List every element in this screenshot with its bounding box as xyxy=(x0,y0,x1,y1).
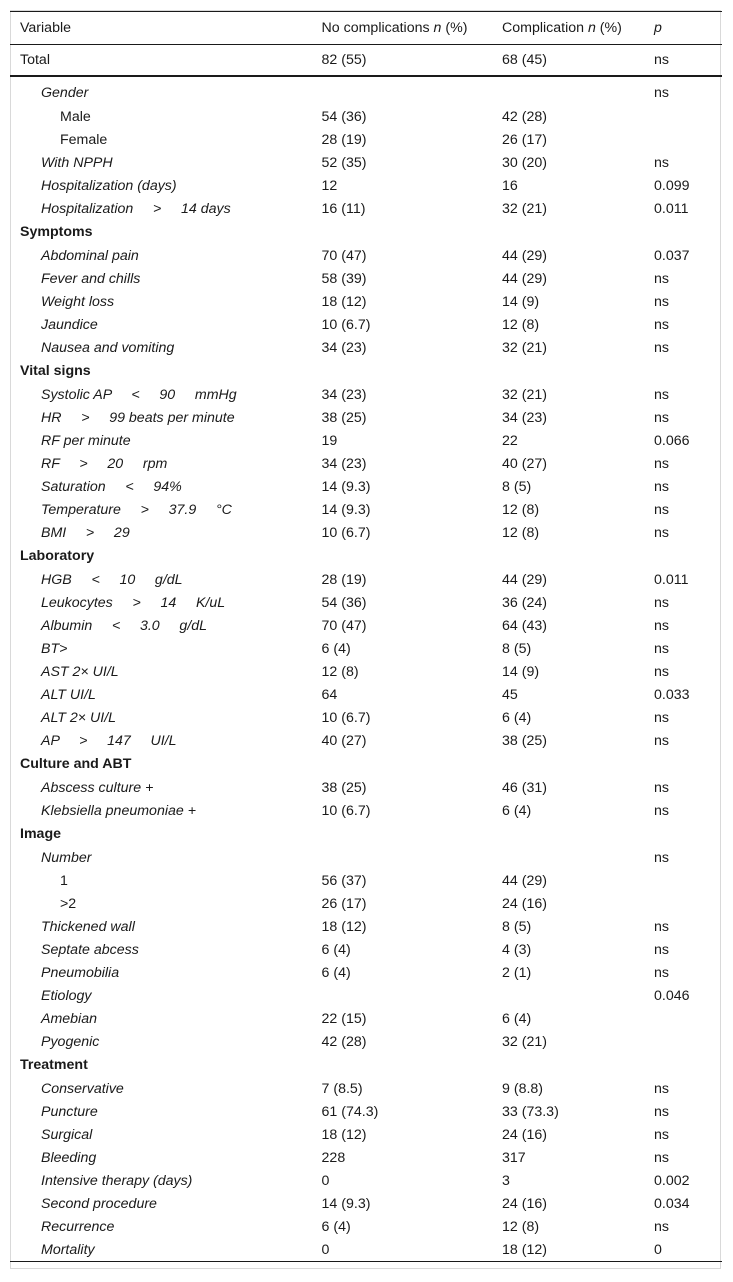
no-complications-value: 18 (12) xyxy=(321,1126,367,1143)
table-row xyxy=(10,383,722,406)
table-row xyxy=(10,128,722,151)
no-complications-value: 10 (6.7) xyxy=(321,802,371,819)
table-row xyxy=(10,591,722,614)
p-value: ns xyxy=(654,802,669,819)
complication-value: 12 (8) xyxy=(502,1218,540,1235)
no-complications-value: 56 (37) xyxy=(321,872,367,889)
row-label: >2 xyxy=(60,895,77,912)
p-value xyxy=(654,892,722,915)
row-label: Systolic AP < 90 mmHg xyxy=(41,386,237,403)
no-complications-value xyxy=(322,822,502,846)
header-variable: Variable xyxy=(20,20,71,36)
p-value: ns xyxy=(654,501,669,518)
complication-value: 44 (29) xyxy=(502,270,547,287)
table-row xyxy=(10,336,722,359)
table-row xyxy=(10,1192,722,1215)
table-row xyxy=(10,660,722,683)
complication-value: 24 (16) xyxy=(502,1126,547,1143)
complication-value: 24 (16) xyxy=(502,1195,547,1212)
no-complications-value: 28 (19) xyxy=(321,131,367,148)
no-complications-value: 14 (9.3) xyxy=(321,501,371,518)
p-value: ns xyxy=(654,409,669,426)
table-row xyxy=(10,498,722,521)
no-complications-value: 18 (12) xyxy=(321,918,367,935)
complication-value: 42 (28) xyxy=(502,108,547,125)
row-label: Leukocytes > 14 K/uL xyxy=(41,594,226,611)
complication-value xyxy=(502,544,654,568)
p-value: ns xyxy=(654,1149,669,1166)
complication-value: 2 (1) xyxy=(502,964,532,981)
p-value: ns xyxy=(654,1080,669,1097)
row-label: Pneumobilia xyxy=(41,964,120,981)
no-complications-value: 70 (47) xyxy=(321,247,367,264)
row-label: ALT 2× UI/L xyxy=(41,709,117,726)
p-value: ns xyxy=(654,339,669,356)
row-label: With NPPH xyxy=(41,154,113,171)
complication-value: 8 (5) xyxy=(502,478,532,495)
row-label: BT> xyxy=(41,640,68,657)
row-label: Amebian xyxy=(41,1010,97,1027)
row-label: Hospitalization > 14 days xyxy=(41,200,231,217)
no-complications-value: 26 (17) xyxy=(321,895,367,912)
no-complications-value: 18 (12) xyxy=(321,293,367,310)
data-table xyxy=(10,11,722,1262)
table-row xyxy=(10,290,722,313)
no-complications-value: 40 (27) xyxy=(321,732,367,749)
header-no-comp-pct: (%) xyxy=(441,20,468,36)
p-value: ns xyxy=(654,617,669,634)
table-row xyxy=(10,846,722,869)
complication-value xyxy=(502,220,654,244)
header-comp-pct: (%) xyxy=(595,20,622,36)
table-row xyxy=(10,267,722,290)
p-value: ns xyxy=(654,1218,669,1235)
row-label: Surgical xyxy=(41,1126,93,1143)
p-value: ns xyxy=(654,941,669,958)
complication-value: 12 (8) xyxy=(502,524,540,541)
no-complications-value xyxy=(322,76,502,105)
no-complications-value: 0 xyxy=(321,1172,330,1189)
table-row xyxy=(10,614,722,637)
table-row xyxy=(10,1146,722,1169)
row-label: ALT UI/L xyxy=(41,686,96,703)
table-body xyxy=(10,76,722,1262)
no-complications-value: 22 (15) xyxy=(321,1010,367,1027)
complication-value xyxy=(502,1053,654,1077)
no-complications-value xyxy=(322,846,502,869)
complication-value: 64 (43) xyxy=(502,617,547,634)
complication-value: 34 (23) xyxy=(502,409,547,426)
no-complications-value: 12 xyxy=(321,177,338,194)
row-label: Fever and chills xyxy=(41,270,141,287)
complication-value: 12 (8) xyxy=(502,316,540,333)
complication-value: 33 (73.3) xyxy=(502,1103,559,1120)
total-complication: 68 (45) xyxy=(502,52,547,68)
complication-value: 32 (21) xyxy=(502,386,547,403)
no-complications-value: 54 (36) xyxy=(321,594,367,611)
no-complications-value: 10 (6.7) xyxy=(321,524,371,541)
p-value: 0.034 xyxy=(654,1195,690,1212)
complication-value: 38 (25) xyxy=(502,732,547,749)
table-row xyxy=(10,1030,722,1053)
complication-value xyxy=(502,984,654,1007)
p-value: ns xyxy=(654,455,669,472)
p-value: ns xyxy=(654,918,669,935)
complication-value: 8 (5) xyxy=(502,918,532,935)
complication-value xyxy=(502,846,654,869)
row-label: AP > 147 UI/L xyxy=(41,732,177,749)
complication-value: 14 (9) xyxy=(502,663,540,680)
table-row xyxy=(10,244,722,267)
p-value: 0.066 xyxy=(654,432,690,449)
section-row xyxy=(10,822,722,846)
complication-value: 9 (8.8) xyxy=(502,1080,544,1097)
p-value: ns xyxy=(654,709,669,726)
row-label: Septate abcess xyxy=(41,941,139,958)
table-row xyxy=(10,1238,722,1262)
row-label: Intensive therapy (days) xyxy=(41,1172,193,1189)
table-row xyxy=(10,1100,722,1123)
table-row xyxy=(10,105,722,128)
row-label: 1 xyxy=(60,872,68,889)
total-p: ns xyxy=(654,52,669,68)
row-label: Second procedure xyxy=(41,1195,157,1212)
table-row xyxy=(10,729,722,752)
table-row xyxy=(10,1077,722,1100)
table-row xyxy=(10,1007,722,1030)
no-complications-value: 12 (8) xyxy=(321,663,359,680)
complication-value: 32 (21) xyxy=(502,339,547,356)
complication-value xyxy=(502,359,654,383)
complication-value xyxy=(502,76,654,105)
row-label: Jaundice xyxy=(41,316,98,333)
row-label: Weight loss xyxy=(41,293,115,310)
p-value xyxy=(654,1030,722,1053)
row-label: Symptoms xyxy=(20,224,93,240)
table-row xyxy=(10,313,722,336)
no-complications-value: 61 (74.3) xyxy=(321,1103,379,1120)
p-value: ns xyxy=(654,293,669,310)
complication-value: 6 (4) xyxy=(502,1010,532,1027)
row-label: Thickened wall xyxy=(41,918,135,935)
p-value: ns xyxy=(654,524,669,541)
table-row xyxy=(10,1215,722,1238)
no-complications-value: 54 (36) xyxy=(321,108,367,125)
p-value: 0 xyxy=(654,1241,662,1258)
table-row xyxy=(10,174,722,197)
no-complications-value: 14 (9.3) xyxy=(321,478,371,495)
complication-value: 30 (20) xyxy=(502,154,547,171)
no-complications-value: 6 (4) xyxy=(321,941,351,958)
p-value xyxy=(654,105,722,128)
table-row xyxy=(10,706,722,729)
complication-value xyxy=(502,822,654,846)
p-value xyxy=(654,752,722,776)
row-label: Abdominal pain xyxy=(41,247,139,264)
p-value: ns xyxy=(654,964,669,981)
row-label: BMI > 29 xyxy=(41,524,130,541)
complication-value: 26 (17) xyxy=(502,131,547,148)
total-no-complications: 82 (55) xyxy=(321,52,367,68)
complication-value: 46 (31) xyxy=(502,779,547,796)
complication-value: 32 (21) xyxy=(502,200,547,217)
row-label: Conservative xyxy=(41,1080,124,1097)
table-row xyxy=(10,1123,722,1146)
table-row xyxy=(10,915,722,938)
p-value xyxy=(654,544,722,568)
header-comp-n: n xyxy=(587,20,596,36)
row-label: Mortality xyxy=(41,1241,95,1258)
row-label: AST 2× UI/L xyxy=(41,663,119,680)
no-complications-value: 16 (11) xyxy=(321,200,366,217)
row-label: Laboratory xyxy=(20,548,95,564)
header-no-comp-text: No complications xyxy=(321,20,434,36)
p-value xyxy=(654,128,722,151)
row-label: RF per minute xyxy=(41,432,131,449)
p-value: 0.011 xyxy=(654,571,689,588)
p-value: 0.046 xyxy=(654,987,690,1004)
p-value: ns xyxy=(654,316,669,333)
row-label: Saturation < 94% xyxy=(41,478,182,495)
section-row xyxy=(10,220,722,244)
no-complications-value: 6 (4) xyxy=(321,640,351,657)
complication-value: 8 (5) xyxy=(502,640,532,657)
no-complications-value: 14 (9.3) xyxy=(321,1195,371,1212)
row-label: Bleeding xyxy=(41,1149,97,1166)
table-header xyxy=(10,12,722,77)
row-label: Nausea and vomiting xyxy=(41,339,175,356)
p-value xyxy=(654,220,722,244)
table-row xyxy=(10,76,722,105)
p-value: ns xyxy=(654,478,669,495)
table-row xyxy=(10,938,722,961)
table-row xyxy=(10,892,722,915)
p-value xyxy=(654,1053,722,1077)
complication-value: 36 (24) xyxy=(502,594,547,611)
complication-value: 16 xyxy=(502,177,518,194)
no-complications-value: 58 (39) xyxy=(321,270,367,287)
no-complications-value xyxy=(322,984,502,1007)
row-label: Etiology xyxy=(41,987,92,1004)
p-value: ns xyxy=(654,849,669,866)
no-complications-value: 34 (23) xyxy=(321,386,367,403)
table-row xyxy=(10,151,722,174)
no-complications-value: 64 xyxy=(321,686,338,703)
p-value: 0.037 xyxy=(654,247,690,264)
table-row xyxy=(10,475,722,498)
p-value: ns xyxy=(654,84,669,101)
header-p: p xyxy=(654,20,662,36)
row-label: Pyogenic xyxy=(41,1033,100,1050)
table-row xyxy=(10,637,722,660)
complication-value: 24 (16) xyxy=(502,895,547,912)
table-row xyxy=(10,869,722,892)
table-row xyxy=(10,799,722,822)
row-label: Image xyxy=(20,826,62,842)
table-row xyxy=(10,521,722,544)
table-row xyxy=(10,568,722,591)
no-complications-value: 70 (47) xyxy=(321,617,367,634)
p-value: ns xyxy=(654,663,669,680)
complication-value xyxy=(502,752,654,776)
complication-value: 18 (12) xyxy=(502,1241,547,1258)
row-label: Vital signs xyxy=(20,363,91,379)
table-row xyxy=(10,776,722,799)
row-label: Klebsiella pneumoniae + xyxy=(41,802,196,819)
p-value: ns xyxy=(654,386,669,403)
section-row xyxy=(10,544,722,568)
complication-value: 44 (29) xyxy=(502,571,547,588)
p-value xyxy=(654,822,722,846)
table-row xyxy=(10,452,722,475)
p-value: ns xyxy=(654,732,669,749)
row-label: HR > 99 beats per minute xyxy=(41,409,235,426)
row-label: RF > 20 rpm xyxy=(41,455,168,472)
p-value: 0.099 xyxy=(654,177,690,194)
p-value: 0.002 xyxy=(654,1172,690,1189)
section-row xyxy=(10,359,722,383)
table-row xyxy=(10,984,722,1007)
no-complications-value: 52 (35) xyxy=(321,154,367,171)
p-value: ns xyxy=(654,1126,669,1143)
complication-value: 12 (8) xyxy=(502,501,540,518)
complication-value: 3 xyxy=(502,1172,510,1189)
p-value xyxy=(654,1007,722,1030)
no-complications-value: 34 (23) xyxy=(321,455,367,472)
no-complications-value: 38 (25) xyxy=(321,409,367,426)
table-row xyxy=(10,197,722,220)
complication-value: 317 xyxy=(502,1149,526,1166)
p-value: 0.011 xyxy=(654,200,689,217)
p-value: ns xyxy=(654,779,669,796)
header-row xyxy=(10,12,722,45)
complication-value: 44 (29) xyxy=(502,872,547,889)
total-row xyxy=(10,45,722,77)
no-complications-value: 10 (6.7) xyxy=(321,316,371,333)
no-complications-value: 28 (19) xyxy=(321,571,367,588)
no-complications-value: 0 xyxy=(321,1241,330,1258)
row-label: Puncture xyxy=(41,1103,98,1120)
no-complications-value: 10 (6.7) xyxy=(321,709,371,726)
complication-value: 32 (21) xyxy=(502,1033,547,1050)
complication-value: 6 (4) xyxy=(502,709,532,726)
header-complication xyxy=(502,12,654,45)
no-complications-value: 6 (4) xyxy=(321,1218,351,1235)
no-complications-value xyxy=(322,752,502,776)
complication-value: 14 (9) xyxy=(502,293,540,310)
p-value: ns xyxy=(654,640,669,657)
row-label: Abscess culture + xyxy=(41,779,154,796)
header-no-complications xyxy=(322,12,502,45)
complication-value: 40 (27) xyxy=(502,455,547,472)
row-label: Temperature > 37.9 °C xyxy=(41,501,232,518)
row-label: Female xyxy=(60,131,108,148)
no-complications-value: 228 xyxy=(321,1149,346,1166)
row-label: Treatment xyxy=(20,1057,88,1073)
no-complications-value xyxy=(322,220,502,244)
complication-value: 22 xyxy=(502,432,518,449)
no-complications-value xyxy=(322,1053,502,1077)
complication-value: 4 (3) xyxy=(502,941,532,958)
no-complications-value: 42 (28) xyxy=(321,1033,367,1050)
row-label: Culture and ABT xyxy=(20,756,132,772)
row-label: HGB < 10 g/dL xyxy=(41,571,183,588)
row-label: Recurrence xyxy=(41,1218,115,1235)
table-row xyxy=(10,429,722,452)
complication-value: 45 xyxy=(502,686,518,703)
p-value: ns xyxy=(654,154,669,171)
table-row xyxy=(10,683,722,706)
row-label: Gender xyxy=(41,84,89,101)
no-complications-value: 38 (25) xyxy=(321,779,367,796)
no-complications-value xyxy=(322,544,502,568)
no-complications-value: 7 (8.5) xyxy=(321,1080,363,1097)
no-complications-value: 34 (23) xyxy=(321,339,367,356)
section-row xyxy=(10,752,722,776)
p-value: ns xyxy=(654,270,669,287)
table-row xyxy=(10,961,722,984)
header-comp-text: Complication xyxy=(502,20,588,36)
no-complications-value: 6 (4) xyxy=(321,964,351,981)
p-value: ns xyxy=(654,1103,669,1120)
p-value: 0.033 xyxy=(654,686,690,703)
row-label: Male xyxy=(60,108,91,125)
complication-value: 6 (4) xyxy=(502,802,532,819)
no-complications-value: 19 xyxy=(321,432,338,449)
row-label: Albumin < 3.0 g/dL xyxy=(41,617,208,634)
complication-value: 44 (29) xyxy=(502,247,547,264)
table-row xyxy=(10,406,722,429)
no-complications-value xyxy=(322,359,502,383)
p-value xyxy=(654,359,722,383)
total-label: Total xyxy=(20,52,50,68)
p-value xyxy=(654,869,722,892)
row-label: Hospitalization (days) xyxy=(41,177,177,194)
section-row xyxy=(10,1053,722,1077)
p-value: ns xyxy=(654,594,669,611)
row-label: Number xyxy=(41,849,92,866)
table-row xyxy=(10,1169,722,1192)
header-no-comp-n: n xyxy=(433,20,442,36)
